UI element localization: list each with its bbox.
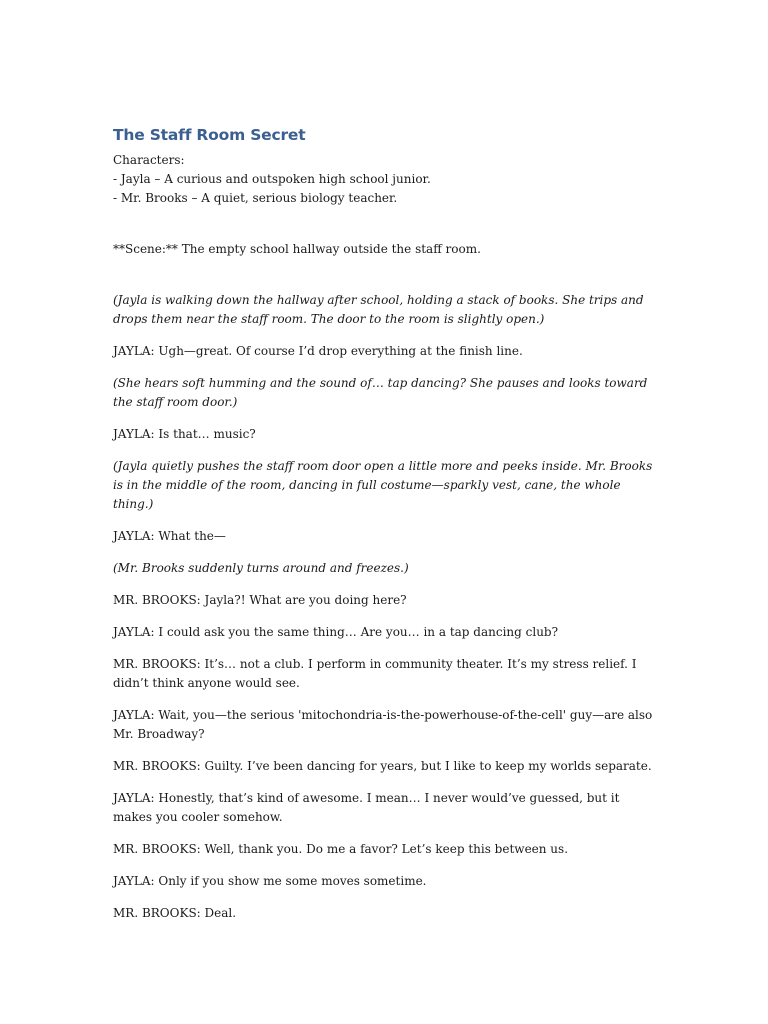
dialogue-line: MR. BROOKS: Well, thank you. Do me a favor? Let’s keep this between us. — [113, 842, 569, 856]
characters-heading: Characters: — [113, 153, 185, 167]
dialogue-line: MR. BROOKS: Deal. — [113, 906, 237, 920]
dialogue-line: JAYLA: Only if you show me some moves sometime. — [113, 874, 427, 888]
stage-direction: (She hears soft humming and the sound of… tap dancing? She pauses and looks toward the staff room door.) — [113, 376, 648, 409]
dialogue-line: MR. BROOKS: It’s… not a club. I perform in community theater. It’s my stress relief. I didn’t think anyone would see. — [113, 657, 637, 690]
stage-direction: (Jayla is walking down the hallway after school, holding a stack of books. She trips and drops them near the staff room. The door to the room is slightly open.) — [113, 293, 644, 326]
scene-description: **Scene:** The empty school hallway outside the staff room. — [113, 242, 481, 256]
dialogue-line: MR. BROOKS: Guilty. I’ve been dancing for years, but I like to keep my worlds separate. — [113, 759, 652, 773]
dialogue-line: JAYLA: Wait, you—the serious 'mitochondria-is-the-powerhouse-of-the-cell' guy—are also Mr. Broadway? — [113, 708, 653, 741]
stage-direction: (Jayla quietly pushes the staff room door open a little more and peeks inside. Mr. Brooks is in the middle of the room, dancing in full costume—sparkly vest, cane, the whole thing.) — [113, 459, 653, 511]
dialogue-line: JAYLA: Ugh—great. Of course I’d drop everything at the finish line. — [113, 344, 523, 358]
dialogue-line: JAYLA: I could ask you the same thing… Are you… in a tap dancing club? — [113, 625, 559, 639]
document-title: The Staff Room Secret — [113, 126, 306, 144]
dialogue-line: JAYLA: Is that… music? — [113, 427, 256, 441]
dialogue-line: JAYLA: What the— — [113, 529, 226, 543]
dialogue-line: MR. BROOKS: Jayla?! What are you doing here? — [113, 593, 407, 607]
character-mr-brooks: - Mr. Brooks – A quiet, serious biology teacher. — [113, 191, 398, 205]
character-jayla: - Jayla – A curious and outspoken high school junior. — [113, 172, 431, 186]
document-page — [113, 125, 653, 936]
dialogue-line: JAYLA: Honestly, that’s kind of awesome. I mean… I never would’ve guessed, but it makes you cooler somehow. — [113, 791, 620, 824]
stage-direction: (Mr. Brooks suddenly turns around and freezes.) — [113, 561, 409, 575]
